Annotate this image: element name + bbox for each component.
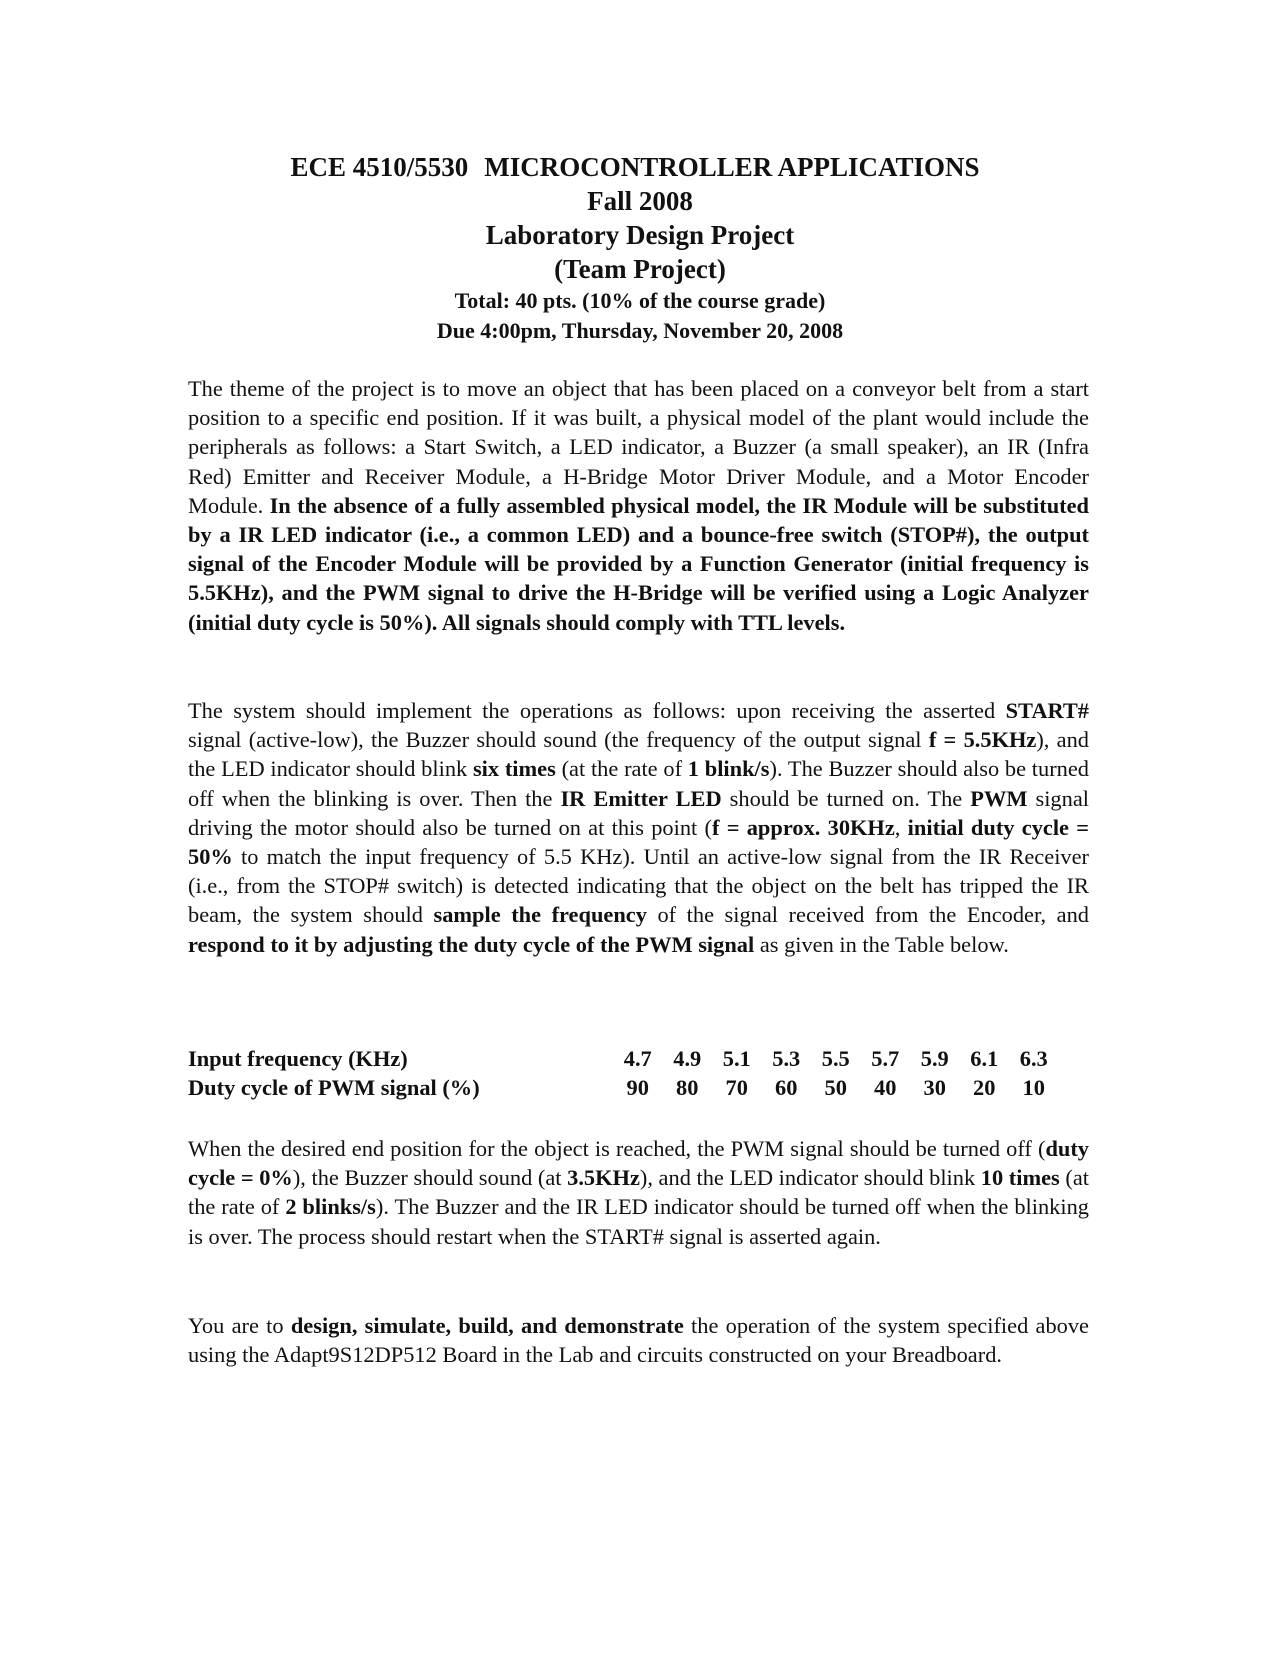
- table-cell: 20: [973, 1075, 996, 1100]
- paragraph-operations: The system should implement the operations as follows: upon receiving the asserted START# signal (active-low), the Buzzer should sound (the frequency of the output signal f = 5.5KHz), and the LED indicator should blink six times (at the rate of 1 blink/s). The Buzzer should also be turned off when the blinking is over. Then the IR Emitter LED should be turned on. The PWM signal driving the motor should also be turned on at this point (f = approx. 30KHz, initial duty cycle = 50% to match the input frequency of 5.5 KHz). Until an active-low signal from the IR Receiver (i.e., from the STOP# switch) is detected indicating that the object on the belt has tripped the IR beam, the system should sample the frequency of the signal received from the Encoder, and respond to it by adjusting the duty cycle of the PWM signal as given in the Table below.: [188, 698, 1090, 957]
- table-cell: 5.7: [871, 1046, 900, 1071]
- table-cell: 5.1: [722, 1046, 751, 1071]
- row-label: Duty cycle of PWM signal (%): [188, 1075, 480, 1100]
- table-cell: 5.5: [821, 1046, 850, 1071]
- course-code: ECE 4510/5530: [290, 152, 469, 182]
- table-cell: 5.3: [772, 1046, 801, 1071]
- row-label: Input frequency (KHz): [188, 1046, 408, 1071]
- table-cell: 70: [725, 1075, 748, 1100]
- table-cell: 6.3: [1019, 1046, 1048, 1071]
- table-cell: 80: [676, 1075, 699, 1100]
- paragraph-task: You are to design, simulate, build, and demonstrate the operation of the system specified above using the Adapt9S12DP512 Board in the Lab and circuits constructed on your Breadboard.: [188, 1313, 1089, 1368]
- paragraph-end-position: When the desired end position for the object is reached, the PWM signal should be turned off (duty cycle = 0%), the Buzzer should sound (at 3.5KHz), and the LED indicator should blink 10 times (at the rate of 2 blinks/s). The Buzzer and the IR LED indicator should be turned off when the blinking is over. The process should restart when the START# signal is asserted again.: [188, 1136, 1089, 1249]
- table-cell: 50: [824, 1075, 847, 1100]
- table-cell: 90: [626, 1075, 649, 1100]
- table-cell: 6.1: [970, 1046, 999, 1071]
- document-header: [0, 150, 1280, 346]
- total-points: Total: 40 pts. (10% of the course grade): [454, 288, 826, 313]
- term: Fall 2008: [587, 186, 693, 216]
- course-title: [0, 150, 1280, 184]
- table-cell: 5.9: [920, 1046, 949, 1071]
- table-row-duty-cycle: [188, 1073, 1088, 1102]
- table-cell: 4.7: [623, 1046, 652, 1071]
- project-type: (Team Project): [554, 254, 726, 284]
- table-row-frequency: [188, 1044, 1088, 1073]
- table-cell: 4.9: [673, 1046, 702, 1071]
- frequency-duty-table: [188, 1044, 1088, 1102]
- table-cell: 60: [775, 1075, 798, 1100]
- table-cell: 10: [1022, 1075, 1045, 1100]
- due-date: Due 4:00pm, Thursday, November 20, 2008: [436, 318, 844, 343]
- project-title: Laboratory Design Project: [485, 220, 795, 250]
- table-cell: 30: [923, 1075, 946, 1100]
- table-cell: 40: [874, 1075, 897, 1100]
- course-name: MICROCONTROLLER APPLICATIONS: [484, 152, 980, 182]
- paragraph-theme: The theme of the project is to move an object that has been placed on a conveyor belt from a start position to a specific end position. If it was built, a physical model of the plant would include the peripherals as follows: a Start Switch, a LED indicator, a Buzzer (a small speaker), an IR (Infra Red) Emitter and Receiver Module, a H-Bridge Motor Driver Module, and a Motor Encoder Module. In the absence of a fully assembled physical model, the IR Module will be substituted by a IR LED indicator (i.e., a common LED) and a bounce-free switch (STOP#), the output signal of the Encoder Module will be provided by a Function Generator (initial frequency is 5.5KHz), and the PWM signal to drive the H-Bridge will be verified using a Logic Analyzer (initial duty cycle is 50%). All signals should comply with TTL levels.: [188, 376, 1089, 635]
